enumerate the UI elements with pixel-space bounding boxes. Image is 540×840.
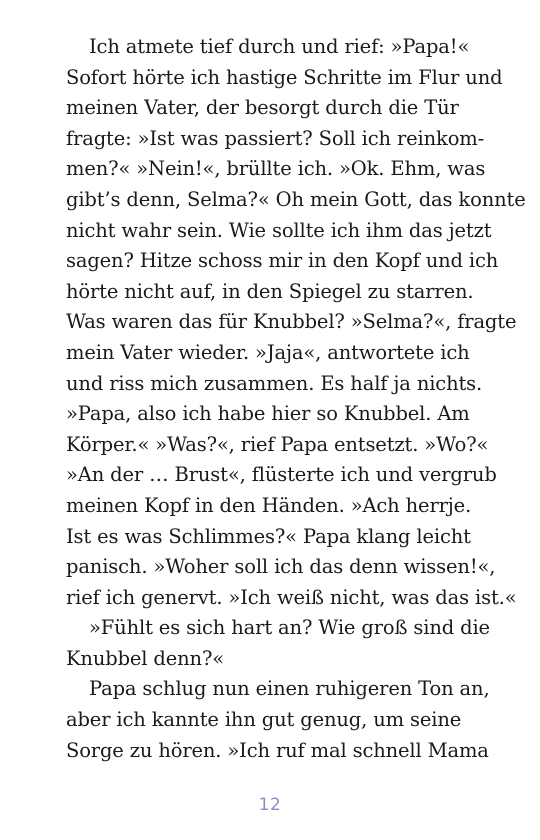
paragraph-first-line: Ich atmete tief durch und rief: »Papa!« [89, 35, 470, 58]
paragraph-first-line: »Fühlt es sich hart an? Wie groß sind die [89, 616, 490, 640]
text-line: men?« »Nein!«, brüllte ich. »Ok. Ehm, was [66, 157, 486, 181]
text-line: sagen? Hitze schoss mir in den Kopf und ich [66, 249, 499, 273]
text-line: panisch. »Woher soll ich das denn wissen!«, [66, 555, 496, 579]
page-number: 12 [258, 795, 282, 815]
text-line: nicht wahr sein. Wie sollte ich ihm das jetzt [66, 218, 492, 242]
text-line: »Papa, also ich habe hier so Knubbel. Am [66, 402, 470, 426]
text-line: »An der … Brust«, flüsterte ich und vergrub [66, 463, 497, 487]
text-line: Was waren das für Knubbel? »Selma?«, fragte [66, 310, 517, 334]
text-line: und riss mich zusammen. Es half ja nichts. [66, 371, 483, 395]
text-line: mein Vater wieder. »Jaja«, antwortete ich [66, 340, 470, 364]
text-line: Sorge zu hören. »Ich ruf mal schnell Mama [66, 738, 489, 762]
text-line: hörte nicht auf, in den Spiegel zu starren. [66, 279, 474, 303]
text-line: meinen Vater, der besorgt durch die Tür [66, 96, 459, 120]
text-line: fragte: »Ist was passiert? Soll ich reinkom- [66, 126, 485, 150]
paragraph-first-line: Papa schlug nun einen ruhigeren Ton an, [89, 677, 490, 701]
text-line: Körper.« »Was?«, rief Papa entsetzt. »Wo?« [66, 432, 489, 456]
text-line: meinen Kopf in den Händen. »Ach herrje. [66, 493, 472, 517]
text-line: Sofort hörte ich hastige Schritte im Flur und [66, 65, 503, 89]
text-line: rief ich genervt. »Ich weiß nicht, was das ist.« [66, 585, 517, 609]
text-line: aber ich kannte ihn gut genug, um seine [66, 708, 462, 732]
text-line: gibt’s denn, Selma?« Oh mein Gott, das konnte [66, 187, 526, 211]
body-text [66, 32, 526, 766]
text-line: Knubbel denn?« [66, 646, 225, 670]
text-line: Ist es was Schlimmes?« Papa klang leicht [66, 524, 471, 548]
